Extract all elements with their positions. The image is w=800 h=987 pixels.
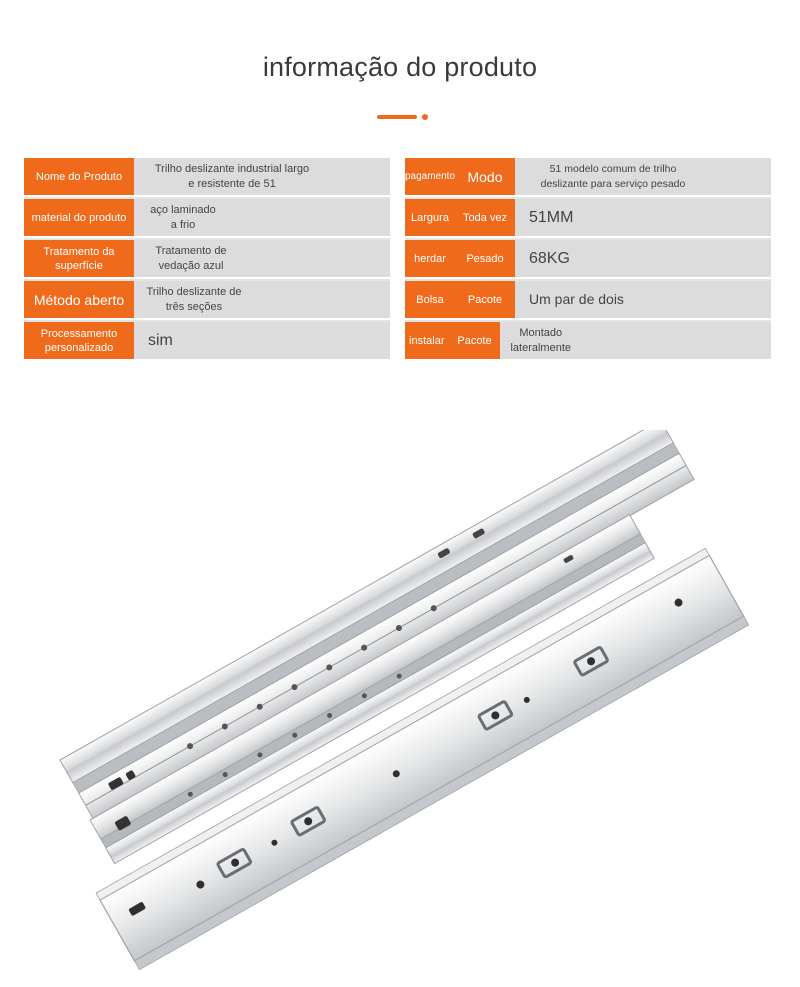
table-row <box>405 281 771 320</box>
table-row <box>24 322 390 359</box>
row-value: aço laminado a frio <box>134 199 390 236</box>
row-value: Tratamento de vedação azul <box>134 240 390 277</box>
row-label: Método aberto <box>24 281 134 318</box>
row-label-secondary: Modo <box>455 158 515 195</box>
drawer-slide-rail-image <box>40 430 780 970</box>
row-value: 68KG <box>515 240 771 277</box>
page-title: informação do produto <box>262 52 538 82</box>
table-row <box>24 199 390 238</box>
table-row <box>24 240 390 279</box>
row-label-primary: Largura <box>405 199 455 236</box>
row-label: Tratamento da superfície <box>24 240 134 277</box>
row-label: Nome do Produto <box>24 158 134 195</box>
title-dot <box>422 114 428 120</box>
product-info-table-right <box>405 158 771 359</box>
table-row <box>24 281 390 320</box>
row-label-secondary: Pesado <box>455 240 515 277</box>
table-row <box>405 240 771 279</box>
row-label-secondary: Pacote <box>455 281 515 318</box>
table-row <box>24 158 390 197</box>
row-value: Trilho deslizante de três seções <box>134 281 390 318</box>
product-info-table-left <box>24 158 390 359</box>
row-value: sim <box>134 322 390 359</box>
table-row <box>405 158 771 197</box>
row-label-primary: pagamento <box>405 158 455 195</box>
row-label-primary: herdar <box>405 240 455 277</box>
row-value: 51 modelo comum de trilho deslizante para serviço pesado <box>515 158 771 195</box>
row-label: Processamento personalizado <box>24 322 134 359</box>
row-label-secondary: Toda vez <box>455 199 515 236</box>
row-value: Trilho deslizante industrial largo e resistente de 51 <box>134 158 390 195</box>
row-label-secondary: Pacote <box>449 322 501 359</box>
row-label: material do produto <box>24 199 134 236</box>
row-label-primary: Bolsa <box>405 281 455 318</box>
row-value: 51MM <box>515 199 771 236</box>
table-row <box>405 199 771 238</box>
row-label-primary: instalar <box>405 322 449 359</box>
title-underline <box>377 115 417 119</box>
table-row <box>405 322 771 359</box>
row-value: Um par de dois <box>515 281 771 318</box>
row-value: Montado lateralmente <box>500 322 771 359</box>
